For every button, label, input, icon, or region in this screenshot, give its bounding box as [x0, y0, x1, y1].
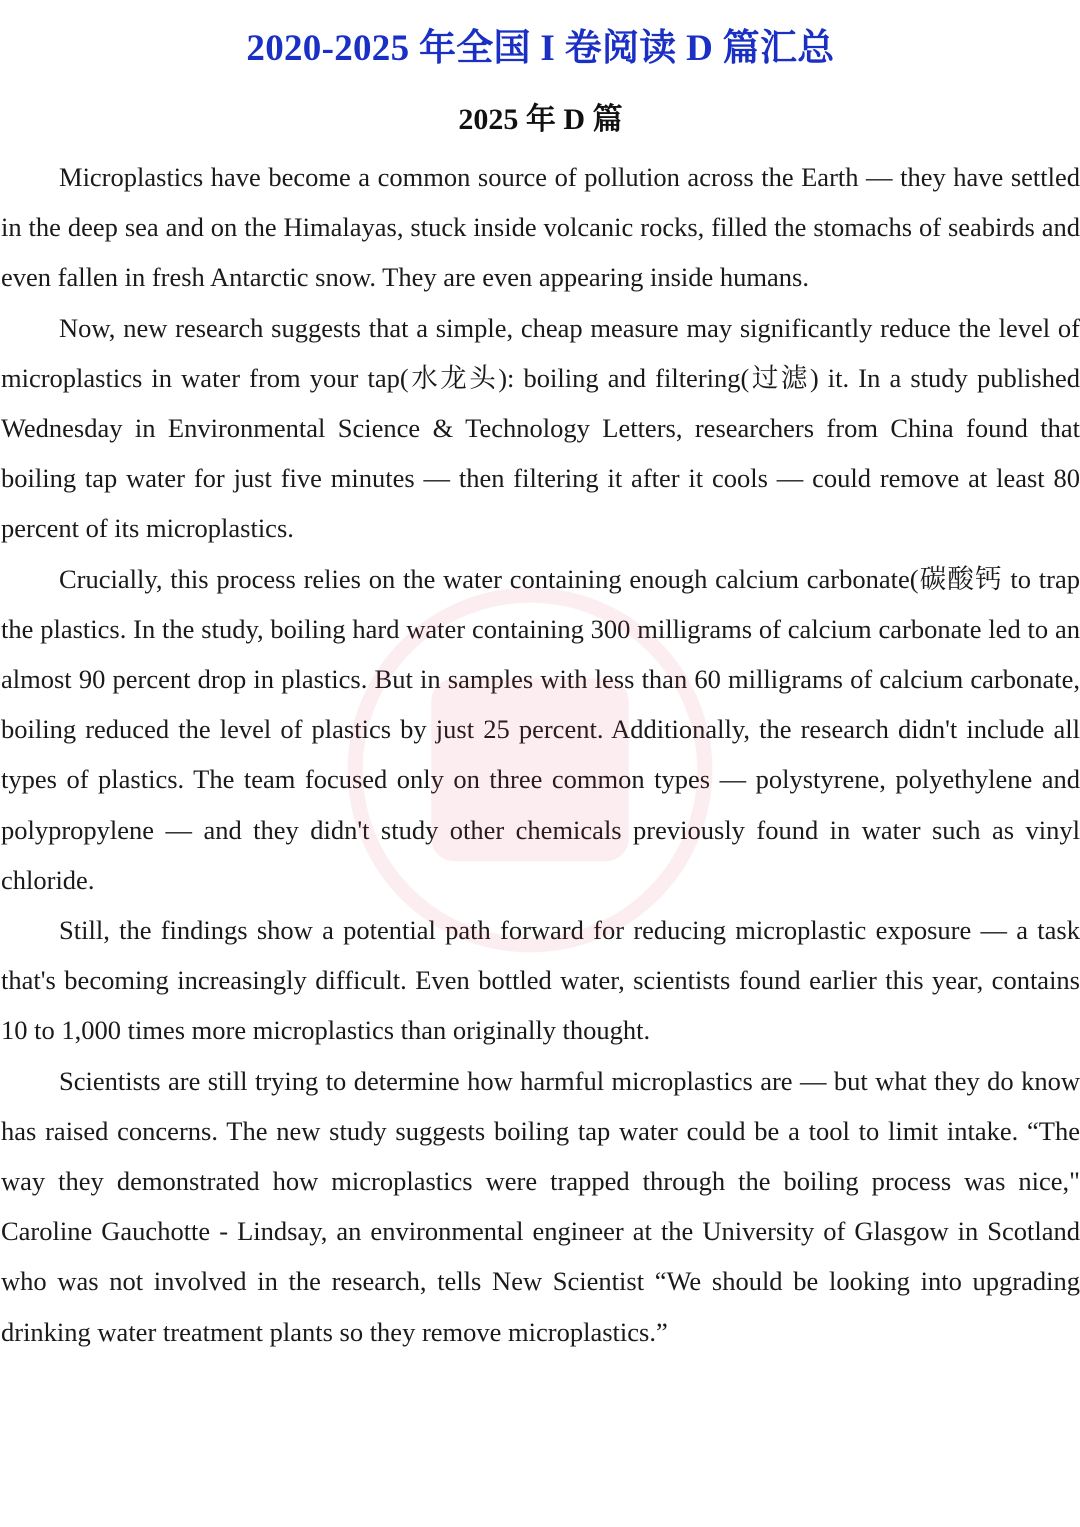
main-title: 2020-2025 年全国 I 卷阅读 D 篇汇总 — [246, 28, 835, 69]
article-body — [1, 152, 1080, 1357]
paragraph-5: Scientists are still trying to determine how harmful microplastics are — but what they do know has raised concerns. The new study suggests boiling tap water could be a tool to limit intake. “The way they demonstrated how microplastics were trapped through the boiling process was nice," Caroline Gauchotte - Lindsay, an environmental engineer at the University of Glasgow in Scotland who was not involved in the research, tells New Scientist “We should be looking into upgrading drinking water treatment plants so they remove microplastics.” — [1, 1065, 1080, 1347]
paragraph-3: Crucially, this process relies on the water containing enough calcium carbonate(碳酸钙 to trap the plastics. In the study, boiling hard water containing 300 milligrams of calcium carbonate led to an almost 90 percent drop in plastics. But in samples with less than 60 milligrams of calcium carbonate, boiling reduced the level of plastics by just 25 percent. Additionally, the research didn't include all types of plastics. The team focused only on three common types — polystyrene, polyethylene and polypropylene — and they didn't study other chemicals previously found in water such as vinyl chloride. — [1, 563, 1080, 895]
paragraph-2: Now, new research suggests that a simple, cheap measure may significantly reduce the level of microplastics in water from your tap(水龙头): boiling and filtering(过滤) it. In a study published Wednesday in Environmental Science & Technology Letters, researchers from China found that boiling tap water for just five minutes — then filtering it after it cools — could remove at least 80 percent of its microplastics. — [1, 312, 1080, 544]
section-title: 2025 年 D 篇 — [458, 103, 623, 136]
paragraph-4: Still, the findings show a potential path forward for reducing microplastic exposure — a task that's becoming increasingly difficult. Even bottled water, scientists found earlier this year, contains 10 to 1,000 times more microplastics than originally thought. — [1, 915, 1080, 1046]
paragraph-1: Microplastics have become a common source of pollution across the Earth — they have settled in the deep sea and on the Himalayas, stuck inside volcanic rocks, filled the stomachs of seabirds and even fallen in fresh Antarctic snow. They are even appearing inside humans. — [1, 162, 1080, 293]
